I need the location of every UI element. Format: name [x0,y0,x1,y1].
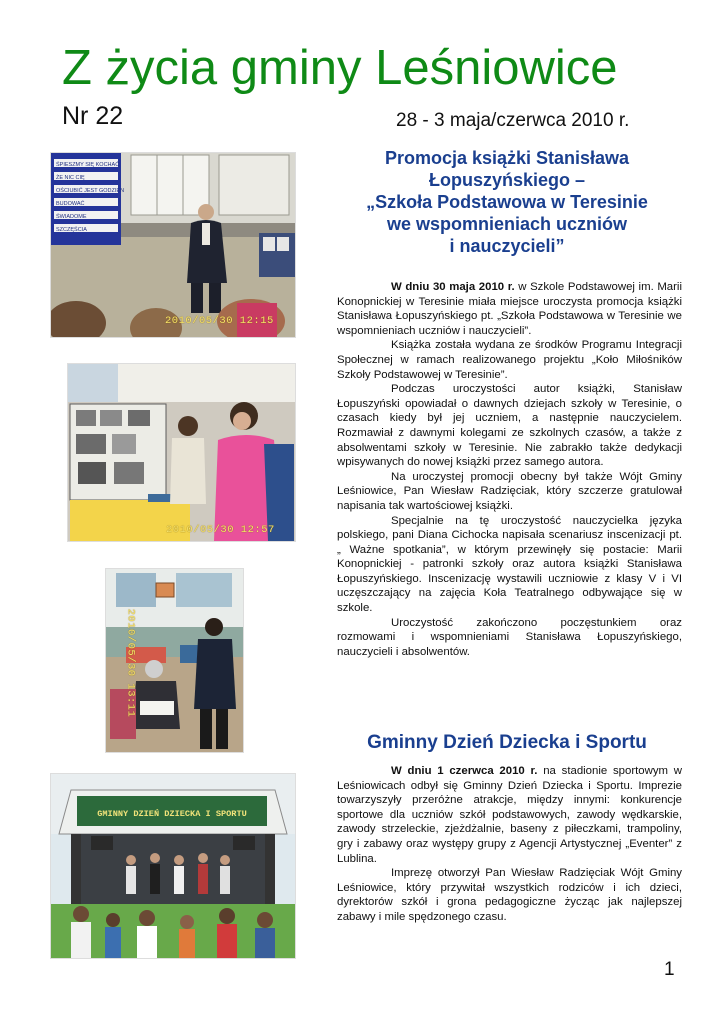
banner-line: ŚWIADOME [56,214,87,220]
page-number: 1 [664,959,675,980]
photo-timestamp: 2010/05/30 12:15 [165,315,274,327]
paragraph [337,280,682,338]
paragraph-text: na stadionie sportowym w Leśniowicach odbył się Gminny Dzień Dziecka i Sportu. Imprezie towarzyszyły przeróżne atrakcje, między innymi: konkurencje sportowe dla uczniów szkół podstawowych, zawody wędkarskie, zawody strzeleckie, zjeżdżalnie, baseny z piłeczkami, trampoliny, gry i zabawy oraz występy grupy z Agencji Artystycznej „Eventer” z Lublina. [337,765,682,865]
photo-timestamp: 2010/05/30 13:11 [124,608,137,718]
title-line: Promocja książki Stanisława [384,148,630,168]
paragraph [337,764,682,866]
banner-line: SZCZĘŚCIA [56,227,87,233]
paragraph [337,382,682,470]
title-line: i nauczycieli” [449,236,565,256]
banner-line: OŚCIUBIĆ JEST GODZIEN [56,188,125,194]
stage-banner-text: GMINNY DZIEŃ DZIECKA I SPORTU [97,809,247,819]
photo-book-signing [105,568,244,753]
paragraph [337,338,682,382]
paragraph-text: Specjalnie na tę uroczystość nauczycielka języka polskiego, pani Diana Cichocka napisała scenariusz inscenizacji pt. „ Ważne spotkania”, w którym przewinęły się postacie: Marii Konopnickiej - patronki szkoły oraz autora książki Stanisława Łopuszyńskiego. Inscenizację wystawili uczniowie z klasy V i VI uczęszczający na zajęcia Koła Teatralnego odbywające się w szkole. [337,514,682,615]
paragraph-text: Na uroczystej promocji obecny był także Wójt Gminy Leśniowice, Pan Wiesław Radzięciak, który szczerze gratulował napisania tak wartościowej książki. [337,470,682,512]
photo-author-speech [50,152,296,338]
article-title [328,731,686,755]
photo-exhibition [67,363,296,542]
newsletter-title: Z życia gminy Leśniowice [62,41,618,95]
title-line: „Szkoła Podstawowa w Teresinie [366,192,648,212]
photo-exhibition-image [68,364,295,541]
paragraph [337,514,682,616]
photo-timestamp: 2010/05/30 12:57 [166,524,275,536]
paragraph [337,866,682,924]
paragraph-lead: W dniu 30 maja 2010 r. [391,281,515,293]
paragraph-text: w Szkole Podstawowej im. Marii Konopnickiej w Teresinie miała miejsce uroczysta promocja książki Stanisława Łopuszyńskiego pt. „Szkoła Podstawowa w Teresinie we wspomnieniach uczniów i nauczycieli”. [337,281,682,337]
title-line: we wspomnieniach uczniów [386,214,628,234]
article-body [337,764,682,925]
paragraph-text: Książka została wydana ze środków Programu Integracji Społecznej w ramach realizowanego projektu „Koło Miłośników Szkoły Podstawowej w Teresinie”. [337,339,682,381]
photo-author-speech-image [51,153,295,337]
paragraph [337,616,682,660]
paragraph-text: Uroczystość zakończono poczęstunkiem oraz rozmowami i wspomnieniami Stanisława Łopuszyńskiego, nauczycieli i absolwentów. [337,616,682,658]
banner-line: ŻE NIC CIĘ [56,175,85,181]
title-line: Gminny Dzień Dziecka i Sportu [367,732,647,753]
photo-childrens-day [50,773,296,959]
banner-line: BUDOWAĆ [56,201,85,207]
paragraph-text: Podczas uroczystości autor książki, Stanisław Łopuszyński opowiadał o dawnych dziejach szkoły w Teresinie, o czasach kiedy był jej uczniem, a następnie nauczycielem. Rozmawiał z dawnymi kolegami ze szkolnych czasów, a także z absolwentami szkoły w Teresinie. Nie zabrakło także dedykacji wpisywanych do nowej książki przez samego autora. [337,383,682,469]
paragraph [337,470,682,514]
banner-line: ŚPIESZMY SIĘ KOCHAĆ [56,162,120,168]
article-body [337,280,682,659]
paragraph-text: Imprezę otworzył Pan Wiesław Radzięciak Wójt Gminy Leśniowice, który przywitał wszystkich rodziców i ich dzieci, dyrektorów szkół i grona pedagogiczne życząc jak najlepszej zabawy i mile spędzonego czasu. [337,867,682,923]
issue-number: Nr 22 [62,102,124,130]
article-title [328,147,686,257]
title-line: Łopuszyńskiego – [428,170,586,190]
issue-date: 28 - 3 maja/czerwca 2010 r. [396,110,630,131]
photo-childrens-day-image [51,774,295,958]
paragraph-lead: W dniu 1 czerwca 2010 r. [391,765,538,777]
